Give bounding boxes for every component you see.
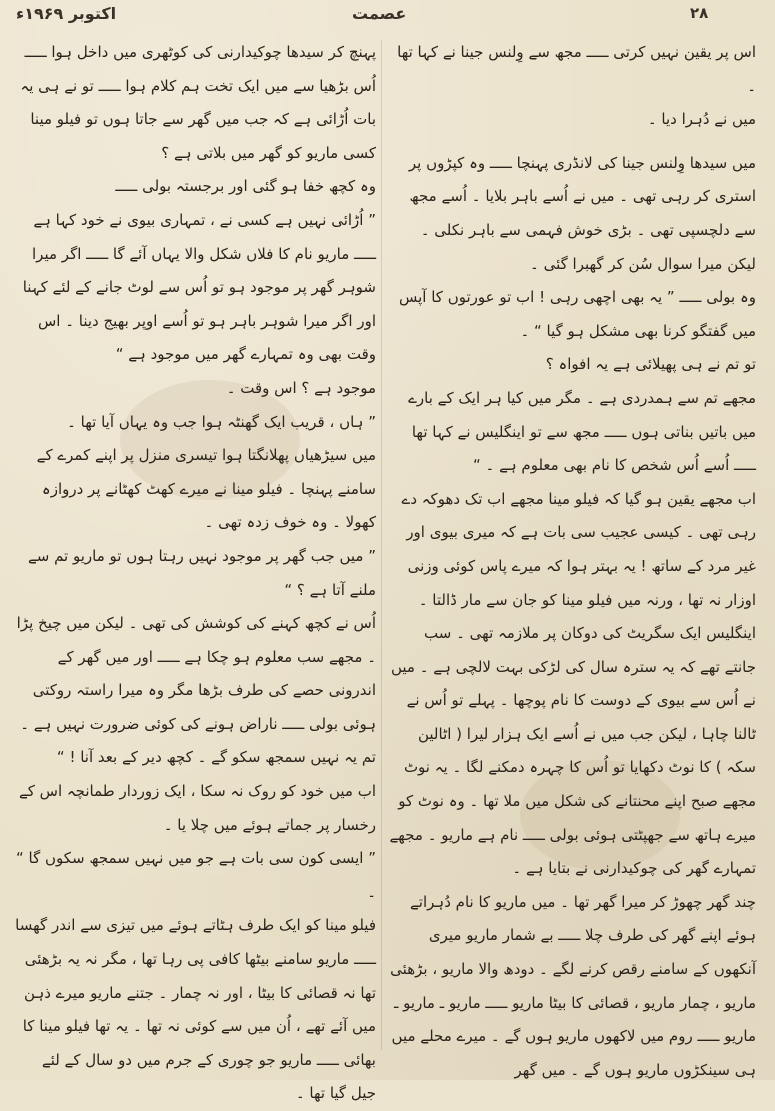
paragraph: میں سیدھا وِلنس جینا کی لانڈری پہنچا ـــــ وہ کپڑوں پر استری کر رہی تھی ۔ میں نے اُسے باہر بلایا ۔ اُسے مجھ سے دلچسپی تھی ۔ بڑی خوش فہمی سے باہر نکلی ۔ لیکن میرا سوال سُن کر گھبرا گئی ۔ xyxy=(408,153,756,273)
paragraph: چند گھر چھوڑ کر میرا گھر تھا ۔ میں ماریو کا نام دُہراتے ہوئے اپنے گھر کی طرف چلا ـــــ بے شمار ماریو میری آنکھوں کے سامنے رقص کرنے لگے ۔ دودھ والا ماریو ، بڑھئی ماریو ، چمار ماریو ، قصائی کا بیٹا ماریو ـــــ ماریو ـ ماریو ـ ماریو ـــــ روم میں لاکھوں ماریو ہوں گے ۔ میرے محلے میں ہی سینکڑوں ماریو ہوں گے ۔ میں گھر xyxy=(390,892,756,1079)
paragraph: تو تم نے ہی پھیلائی ہے یہ افواہ ؟ xyxy=(545,355,756,374)
paragraph: ” ہاں ، قریب ایک گھنٹہ ہوا جب وہ یہاں آیا تھا ۔ xyxy=(67,412,376,431)
paragraph: پہنچ کر سیدھا چوکیدارنی کی کوٹھری میں داخل ہوا ـــــ اُس بڑھیا سے میں ایک تخت ہم کلام ہوا ـــــ تو نے ہی یہ بات اُڑائی ہے کہ جب میں گھر سے جاتا ہوں تو فیلو مینا کسی ماریو کو گھر میں بلاتی ہے ؟ xyxy=(20,43,376,162)
paragraph: وہ بولی ـــــ ” یہ بھی اچھی رہی ! اب تو عورتوں کا آپس میں گفتگو کرنا بھی مشکل ہو گیا “ ۔ xyxy=(399,288,756,340)
paragraph: موجود ہے ؟ اس وقت ۔ xyxy=(226,378,376,397)
paragraph: ” اُڑائی نہیں ہے کسی نے ، تمہاری بیوی نے خود کہا ہے ـــــ ماریو نام کا فلاں شکل والا یہاں آئے گا ـــــ اگر میرا شوہر گھر پر موجود ہو تو اُس سے لوٹ جانے کے لئے کہنا اور اگر میرا شوہر باہر ہو تو اُسے اوپر بھیج دینا ۔ اس وقت بھی وہ تمہارے گھر میں موجود ہے “ xyxy=(22,210,376,364)
paragraph: فیلو مینا کو ایک طرف ہٹاتے ہوئے میں تیزی سے اندر گھسا ـــــ ماریو سامنے بیٹھا کافی پی رہا تھا ، مگر نہ یہ بڑھئی تھا نہ قصائی کا بیٹا ، اور نہ چمار ۔ جتنے ماریو میرے ذہن میں آئے تھے ، اُن میں سے کوئی نہ تھا ۔ یہ تھا فیلو مینا کا بھائی ـــــ ماریو جو چوری کے جرم میں دو سال کے لئے جیل گیا تھا ۔ xyxy=(15,916,376,1103)
left-column xyxy=(14,36,376,1103)
paragraph: اب میں خود کو روک نہ سکا ، ایک زوردار طمانچہ اس کے رخسار پر جماتے ہوئے میں چلا یا ۔ xyxy=(18,782,376,834)
paragraph: وہ کچھ خفا ہو گئی اور برجستہ بولی ـــــ xyxy=(115,177,376,196)
paragraph: ” میں جب گھر پر موجود نہیں رہتا ہوں تو ماریو تم سے ملنے آتا ہے ؟ “ xyxy=(27,546,376,599)
paragraph: اُس نے کچھ کہنے کی کوشش کی تھی ۔ لیکن میں چیخ پڑا ۔ مجھے سب معلوم ہو چکا ہے ـــــ اور میں گھر کے اندرونی حصے کی طرف بڑھا مگر وہ میرا راستہ روکتی ہوئی بولی ـــــ ناراض ہونے کی کوئی ضرورت نہیں ہے ۔ تم یہ نہیں سمجھ سکو گے ۔ کچھ دیر کے بعد آنا ! “ xyxy=(16,614,376,767)
paragraph: میں نے دُہرا دیا ۔ xyxy=(647,110,756,129)
column-divider xyxy=(381,40,382,1050)
page-number: ۲۸ xyxy=(690,4,709,22)
issue-date: اکتوبر ۱۹۶۹ء xyxy=(16,4,117,23)
right-column xyxy=(388,36,756,1079)
paragraph: ” ایسی کون سی بات ہے جو میں نہیں سمجھ سکوں گا “ ۔ xyxy=(15,849,376,901)
paragraph: مجھے تم سے ہمدردی ہے ۔ مگر میں کیا ہر ایک کے بارے میں باتیں بناتی ہوں ـــــ مجھ سے تو اینگلیس نے کہا تھا ـــــ اُسے اُس شخص کا نام بھی معلوم ہے ۔ “ xyxy=(408,388,756,475)
paragraph: اینگلیس ایک سگریٹ کی دوکان پر ملازمہ تھی ۔ سب جانتے تھے کہ یہ سترہ سال کی لڑکی بہت لالچی ہے ۔ میں نے اُس سے بیوی کے دوست کا نام پوچھا ۔ پہلے تو اُس نے ٹالنا چاہا ، لیکن جب میں نے اُسے ایک ہزار لیرا ( اٹالین سکہ ) کا نوٹ دکھایا تو اُس کا چہرہ دمکنے لگا ۔ یہ نوٹ مجھے صبح اپنے محنتانے کی شکل میں ملا تھا ۔ وہ نوٹ کو میرے ہاتھ سے جھپٹتی ہوئی بولی ـــــ نام ہے ماریو ۔ مجھے تمہارے گھر کی چوکیدارنی نے بتایا ہے ۔ xyxy=(389,624,756,878)
magazine-title: عصمت xyxy=(352,4,407,23)
paragraph: اس پر یقین نہیں کرتی ـــــ مجھ سے وِلنس جینا نے کہا تھا ۔ xyxy=(397,43,756,95)
paragraph: اب مجھے یقین ہو گیا کہ فیلو مینا مجھے اب تک دھوکہ دے رہی تھی ۔ کیسی عجیب سی بات ہے کہ میری بیوی اور غیر مرد کے ساتھ ! یہ بہتر ہوا کہ میرے پاس کوئی وزنی اوزار نہ تھا ، ورنہ میں فیلو مینا کو جان سے مار ڈالتا ۔ xyxy=(401,489,756,609)
paragraph: میں سیڑھیاں پھلانگتا ہوا تیسری منزل پر اپنے کمرے کے سامنے پہنچا ۔ فیلو مینا نے میرے کھٹ کھٹانے پر دروازہ کھولا ۔ وہ خوف زدہ تھی ۔ xyxy=(36,446,376,532)
